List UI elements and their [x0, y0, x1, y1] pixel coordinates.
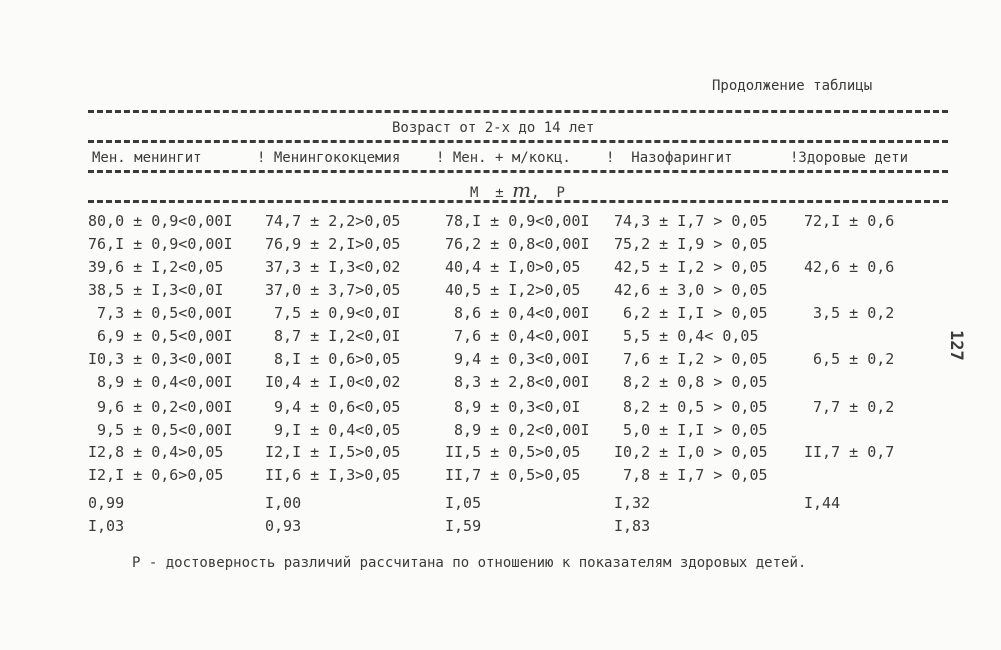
table-cell: I2,I ± 0,6>0,05 — [88, 466, 224, 484]
table-cell: I,83 — [614, 517, 651, 535]
table-row — [0, 421, 1001, 443]
column-header-meningitis: Мен. менингит — [92, 150, 202, 166]
column-header-meningococcemia: ! Менингококцемия — [257, 150, 401, 166]
table-cell: I2,8 ± 0,4>0,05 — [88, 443, 224, 461]
table-row — [0, 517, 1001, 539]
table-row — [0, 258, 1001, 280]
table-row — [0, 443, 1001, 465]
table-cell: 8,9 ± 0,2<0,00I — [445, 421, 590, 439]
table-cell: 9,5 ± 0,5<0,00I — [88, 421, 233, 439]
page-number: 127 — [946, 330, 966, 361]
table-cell: 8,2 ± 0,8 > 0,05 — [614, 373, 768, 391]
table-cell: I0,3 ± 0,3<0,00I — [88, 350, 233, 368]
table-cell: II,6 ± I,3>0,05 — [265, 466, 401, 484]
table-cell: 42,6 ± 0,6 — [804, 258, 895, 276]
table-cell: 8,9 ± 0,4<0,00I — [88, 373, 233, 391]
column-header-nasopharyngitis: ! Назофарингит — [606, 150, 733, 166]
table-row — [0, 304, 1001, 326]
table-cell: 7,3 ± 0,5<0,00I — [88, 304, 233, 322]
table-cell: 6,5 ± 0,2 — [804, 350, 895, 368]
table-cell: 7,5 ± 0,9<0,0I — [265, 304, 401, 322]
table-cell: I0,2 ± I,0 > 0,05 — [614, 443, 768, 461]
table-cell: 5,5 ± 0,4< 0,05 — [614, 327, 759, 345]
table-cell: 76,I ± 0,9<0,00I — [88, 235, 233, 253]
table-cell: 76,2 ± 0,8<0,00I — [445, 235, 590, 253]
table-cell: 6,2 ± I,I > 0,05 — [614, 304, 768, 322]
table-rule — [88, 140, 948, 143]
table-cell: 74,7 ± 2,2>0,05 — [265, 212, 401, 230]
table-cell: 8,2 ± 0,5 > 0,05 — [614, 398, 768, 416]
table-cell: I,44 — [804, 494, 841, 512]
table-cell: 7,6 ± 0,4<0,00I — [445, 327, 590, 345]
table-row — [0, 350, 1001, 372]
table-cell: 74,3 ± I,7 > 0,05 — [614, 212, 768, 230]
table-cell: 7,6 ± I,2 > 0,05 — [614, 350, 768, 368]
table-cell: 8,I ± 0,6>0,05 — [265, 350, 401, 368]
table-cell: 9,4 ± 0,3<0,00I — [445, 350, 590, 368]
table-cell: 80,0 ± 0,9<0,00I — [88, 212, 233, 230]
table-cell: 9,6 ± 0,2<0,00I — [88, 398, 233, 416]
table-cell: I,03 — [88, 517, 125, 535]
table-cell: I0,4 ± I,0<0,02 — [265, 373, 401, 391]
table-row — [0, 327, 1001, 349]
table-row — [0, 466, 1001, 488]
table-cell: 9,I ± 0,4<0,05 — [265, 421, 401, 439]
table-cell: 38,5 ± I,3<0,0I — [88, 281, 224, 299]
table-cell: 0,99 — [88, 494, 125, 512]
table-rule-top — [88, 110, 948, 113]
table-row — [0, 212, 1001, 234]
table-cell: 8,3 ± 2,8<0,00I — [445, 373, 590, 391]
table-row — [0, 373, 1001, 395]
table-cell: 8,7 ± I,2<0,0I — [265, 327, 401, 345]
table-cell: 75,2 ± I,9 > 0,05 — [614, 235, 768, 253]
table-cell: 40,5 ± I,2>0,05 — [445, 281, 581, 299]
column-header-healthy: !Здоровые дети — [790, 150, 909, 166]
table-row — [0, 235, 1001, 257]
table-cell: 40,4 ± I,0>0,05 — [445, 258, 581, 276]
table-row — [0, 494, 1001, 516]
table-cell: 39,6 ± I,2<0,05 — [88, 258, 224, 276]
table-row — [0, 281, 1001, 303]
table-cell: 42,6 ± 3,0 > 0,05 — [614, 281, 768, 299]
table-cell: 42,5 ± I,2 > 0,05 — [614, 258, 768, 276]
table-cell: 78,I ± 0,9<0,00I — [445, 212, 590, 230]
table-cell: 76,9 ± 2,I>0,05 — [265, 235, 401, 253]
subheader-m-pm-m-p: М ± m, Р — [470, 178, 565, 202]
table-cell: I,32 — [614, 494, 651, 512]
continuation-label: Продолжение таблицы — [712, 78, 873, 94]
age-group-header: Возраст от 2-х до 14 лет — [392, 120, 595, 136]
table-cell: I2,I ± I,5>0,05 — [265, 443, 401, 461]
table-cell: II,7 ± 0,5>0,05 — [445, 466, 581, 484]
table-cell: 72,I ± 0,6 — [804, 212, 895, 230]
table-cell: 7,8 ± I,7 > 0,05 — [614, 466, 768, 484]
table-cell: 3,5 ± 0,2 — [804, 304, 895, 322]
table-cell: II,7 ± 0,7 — [804, 443, 895, 461]
table-cell: 8,9 ± 0,3<0,0I — [445, 398, 581, 416]
table-cell: II,5 ± 0,5>0,05 — [445, 443, 581, 461]
column-header-mixed: ! Мен. + м/кокц. — [436, 150, 571, 166]
table-cell: 8,6 ± 0,4<0,00I — [445, 304, 590, 322]
table-cell: I,00 — [265, 494, 302, 512]
table-rule — [88, 200, 948, 203]
footnote: Р - достоверность различий рассчитана по отношению к показателям здоровых детей. — [132, 555, 807, 571]
table-cell: I,59 — [445, 517, 482, 535]
table-rule — [88, 170, 948, 173]
table-row — [0, 398, 1001, 420]
table-cell: 37,3 ± I,3<0,02 — [265, 258, 401, 276]
table-cell: 6,9 ± 0,5<0,00I — [88, 327, 233, 345]
table-cell: 9,4 ± 0,6<0,05 — [265, 398, 401, 416]
table-cell: I,05 — [445, 494, 482, 512]
table-cell: 5,0 ± I,I > 0,05 — [614, 421, 768, 439]
table-cell: 0,93 — [265, 517, 302, 535]
table-cell: 37,0 ± 3,7>0,05 — [265, 281, 401, 299]
table-cell: 7,7 ± 0,2 — [804, 398, 895, 416]
